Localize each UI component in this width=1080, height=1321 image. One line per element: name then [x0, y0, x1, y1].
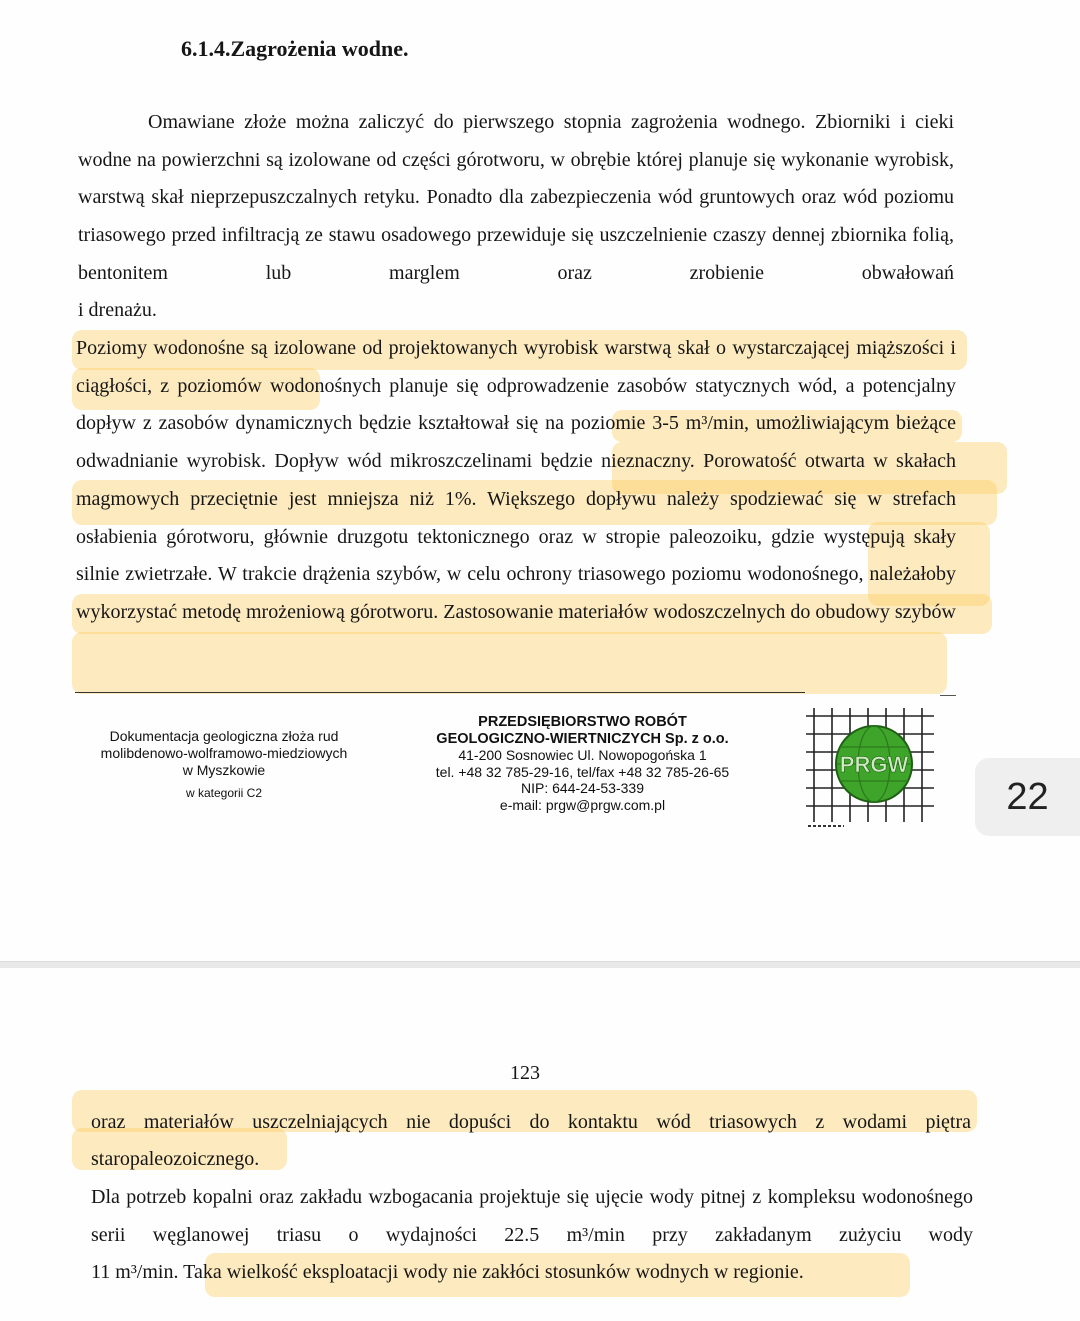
company-nip-line: NIP: 644-24-53-339	[521, 780, 644, 796]
page-indicator-badge: 22	[975, 758, 1080, 836]
company-name-line: PRZEDSIĘBIORSTWO ROBÓT	[478, 714, 687, 730]
para1-line: uszczelnienie czaszy dennej zbiornika folią, bentonitem lub marglem oraz zrobienie obwałowań	[78, 224, 954, 284]
para2-line: wód, a potencjalny dopływ z zasobów dynamicznych będzie kształtował się na poziomie	[76, 374, 956, 435]
company-address-line: 41-200 Sosnowiec Ul. Nowopogońska 1	[458, 747, 707, 763]
para2-line: metodę mrożeniową górotworu. Zastosowanie materiałów wodoszczelnych do obudowy szybów	[182, 600, 956, 623]
paragraph-2	[76, 330, 956, 632]
para2-line: nieznaczny. Porowatość otwarta w skałach magmowych przeciętnie jest mniejsza niż 1%.	[76, 450, 957, 510]
paragraph-3-end	[91, 1141, 971, 1179]
para4-line: 11 m³/min. Taka wielkość eksploatacji wody nie zakłóci stosunków wodnych w regionie.	[91, 1261, 804, 1283]
company-name-line: GEOLOGICZNO-WIERTNICZYCH Sp. z o.o.	[436, 730, 729, 747]
para2-line: drążenia szybów, w celu ochrony triasowego poziomu wodonośnego, należałoby wykorzystać	[76, 563, 957, 623]
paragraph-1-end	[78, 292, 954, 330]
page-number: 123	[510, 1062, 540, 1084]
para1-line: i drenażu.	[78, 299, 157, 321]
footer-rule-end	[940, 695, 956, 696]
para3-line: staropaleozoicznego.	[91, 1148, 260, 1170]
footer-title-line: w Myszkowie	[182, 762, 266, 778]
para2-line: 3-5 m³/min, umożliwiającym bieżące odwadnianie wyrobisk. Dopływ wód mikroszczelinami będzie	[76, 412, 956, 473]
para1-line: gruntowych oraz wód poziomu triasowego przed infiltracją ze stawu osadowego przewiduje się	[78, 186, 955, 247]
prgw-logo-icon	[804, 702, 938, 830]
para2-line: tektonicznego oraz w stropie paleozoiku, gdzie występują skały silnie zwietrzałe. W trakcie	[76, 525, 957, 586]
footer-rule	[75, 692, 805, 693]
para4-line: wodonośnego serii węglanowej triasu o wydajności 22.5 m³/min przy zakładanym zużyciu wody	[91, 1186, 974, 1246]
para1-line: wykonanie wyrobisk, warstwą skał nieprzepuszczalnych retyku. Ponadto dla zabezpieczenia wód	[78, 148, 954, 209]
footer-company-info	[420, 714, 745, 813]
footer-title-line: molibdenowo-wolframowo-miedziowych	[100, 745, 348, 761]
para2-line: Poziomy wodonośne są izolowane od projektowanych wyrobisk warstwą skał o wystarczającej	[76, 337, 851, 359]
company-email-line: e-mail: prgw@prgw.com.pl	[499, 796, 666, 813]
para1-line: Omawiane złoże można zaliczyć do pierwszego stopnia zagrożenia wodnego. Zbiorniki	[148, 111, 891, 133]
highlight-mark	[72, 632, 947, 694]
section-heading: 6.1.4.Zagrożenia wodne.	[181, 36, 409, 61]
paragraph-3	[91, 1104, 971, 1142]
company-phone-line: tel. +48 32 785-29-16, tel/fax +48 32 785-26-65	[435, 763, 730, 780]
para1-line: i cieki wodne na powierzchni są izolowane od części górotworu, w obrębie której planuje się	[78, 111, 954, 171]
logo-text: PRGW	[839, 752, 909, 777]
paragraph-4-end	[91, 1254, 973, 1292]
para3-line: oraz materiałów uszczelniających nie dopuści do kontaktu wód triasowych z wodami piętra	[91, 1111, 971, 1133]
footer-category: w kategorii C2	[185, 786, 263, 800]
para2-line: miąższości i ciągłości, z poziomów wodonośnych planuje się odprowadzenie zasobów statycznych	[76, 337, 956, 397]
para2-line: Większego dopływu należy spodziewać się w strefach osłabienia górotworu, głównie druzgotu	[76, 487, 956, 548]
footer-document-title	[84, 728, 364, 802]
footer-title-line: Dokumentacja geologiczna złoża rud	[109, 728, 339, 744]
para4-line: Dla potrzeb kopalni oraz zakładu wzbogacania projektuje się ujęcie wody pitnej z kompleksu	[91, 1186, 856, 1208]
paragraph-4	[91, 1179, 973, 1254]
paragraph-1	[78, 104, 954, 293]
